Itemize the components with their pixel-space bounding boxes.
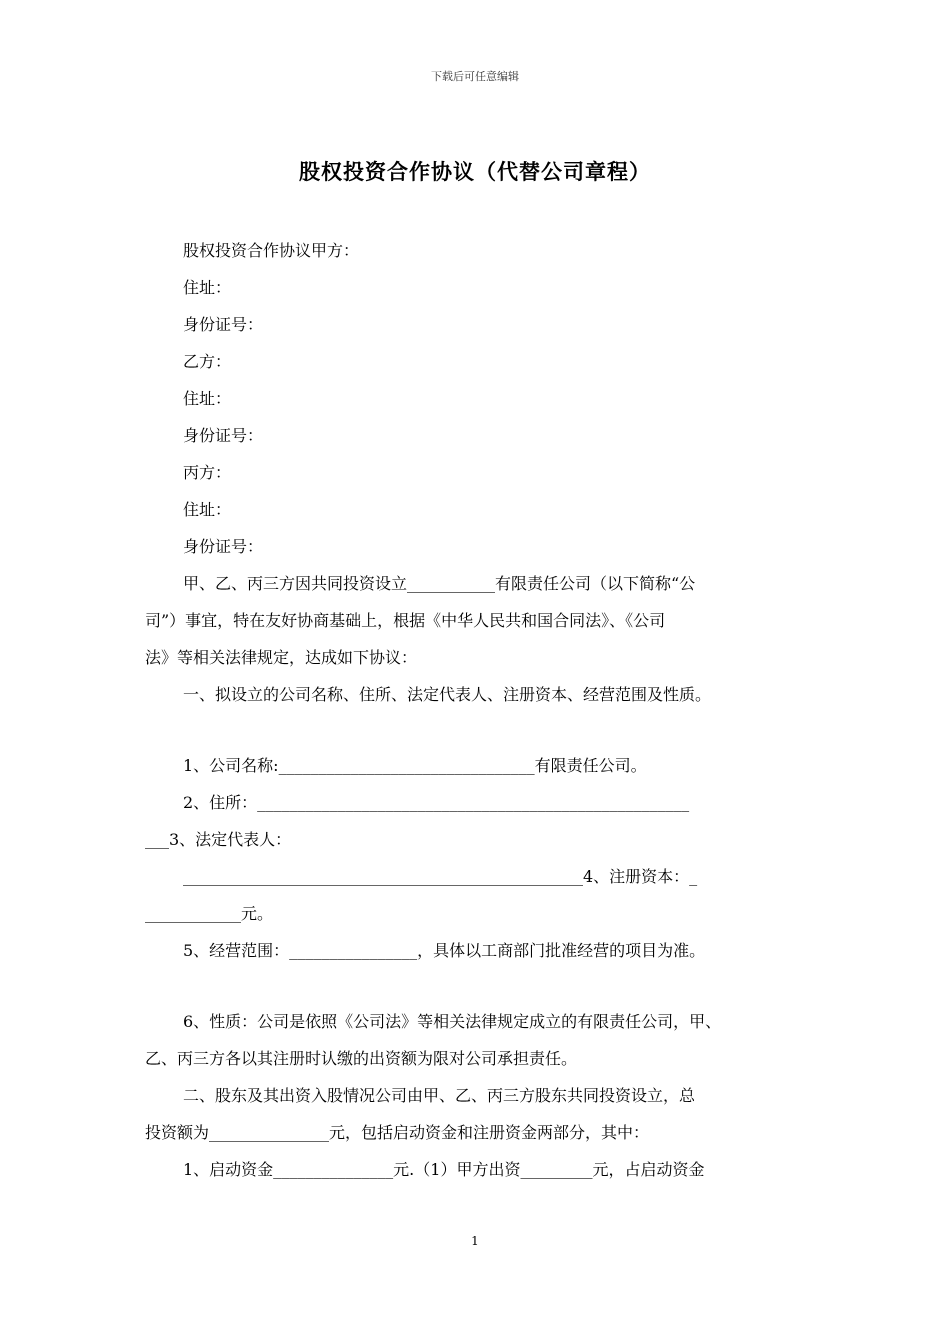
address-line: 2、住所：______________________________________________________ [183, 793, 690, 812]
preamble-line-2: 司”）事宜，特在友好协商基础上，根据《中华人民共和国合同法》、《公司 [145, 611, 666, 630]
header-note: 下载后可任意编辑 [431, 70, 519, 83]
party-a-label: 股权投资合作协议甲方： [183, 241, 360, 260]
party-c-address: 住址： [183, 500, 232, 519]
company-name-line: 1、公司名称:________________________________有限责任公司。 [183, 756, 647, 775]
party-a-address: 住址： [183, 278, 232, 297]
section-2-line-2: 投资额为_______________元，包括启动资金和注册资金两部分，其中： [145, 1123, 650, 1142]
preamble-line-1: 甲、乙、丙三方因共同投资设立___________有限责任公司（以下简称“公 [183, 574, 696, 593]
party-c-id: 身份证号： [183, 537, 264, 556]
preamble-line-3: 法》等相关法律规定，达成如下协议： [145, 648, 418, 667]
party-a-id: 身份证号： [183, 315, 264, 334]
document-body [145, 232, 807, 1188]
party-b-address: 住址： [183, 389, 232, 408]
registered-capital-line: __________________________________________________4、注册资本：_ [183, 867, 698, 886]
legal-representative-line: ___3、法定代表人： [145, 830, 292, 849]
section-1-heading: 一、拟设立的公司名称、住所、法定代表人、注册资本、经营范围及性质。 [183, 685, 712, 704]
page-number: 1 [471, 1234, 479, 1248]
registered-capital-amount: ____________元。 [145, 904, 274, 923]
startup-capital-line: 1、启动资金_______________元.（1）甲方出资_________元，占启动资金 [183, 1160, 705, 1179]
nature-line-1: 6、性质：公司是依照《公司法》等相关法律规定成立的有限责任公司，甲、 [183, 1012, 722, 1031]
party-b-label: 乙方： [183, 352, 232, 371]
business-scope-line: 5、经营范围：________________，具体以工商部门批准经营的项目为准。 [183, 941, 706, 960]
section-2-line-1: 二、股东及其出资入股情况公司由甲、乙、丙三方股东共同投资设立，总 [183, 1086, 696, 1105]
document-title: 股权投资合作协议（代替公司章程） [299, 159, 651, 184]
party-c-label: 丙方： [183, 463, 232, 482]
nature-line-2: 乙、丙三方各以其注册时认缴的出资额为限对公司承担责任。 [145, 1049, 578, 1068]
party-b-id: 身份证号： [183, 426, 264, 445]
